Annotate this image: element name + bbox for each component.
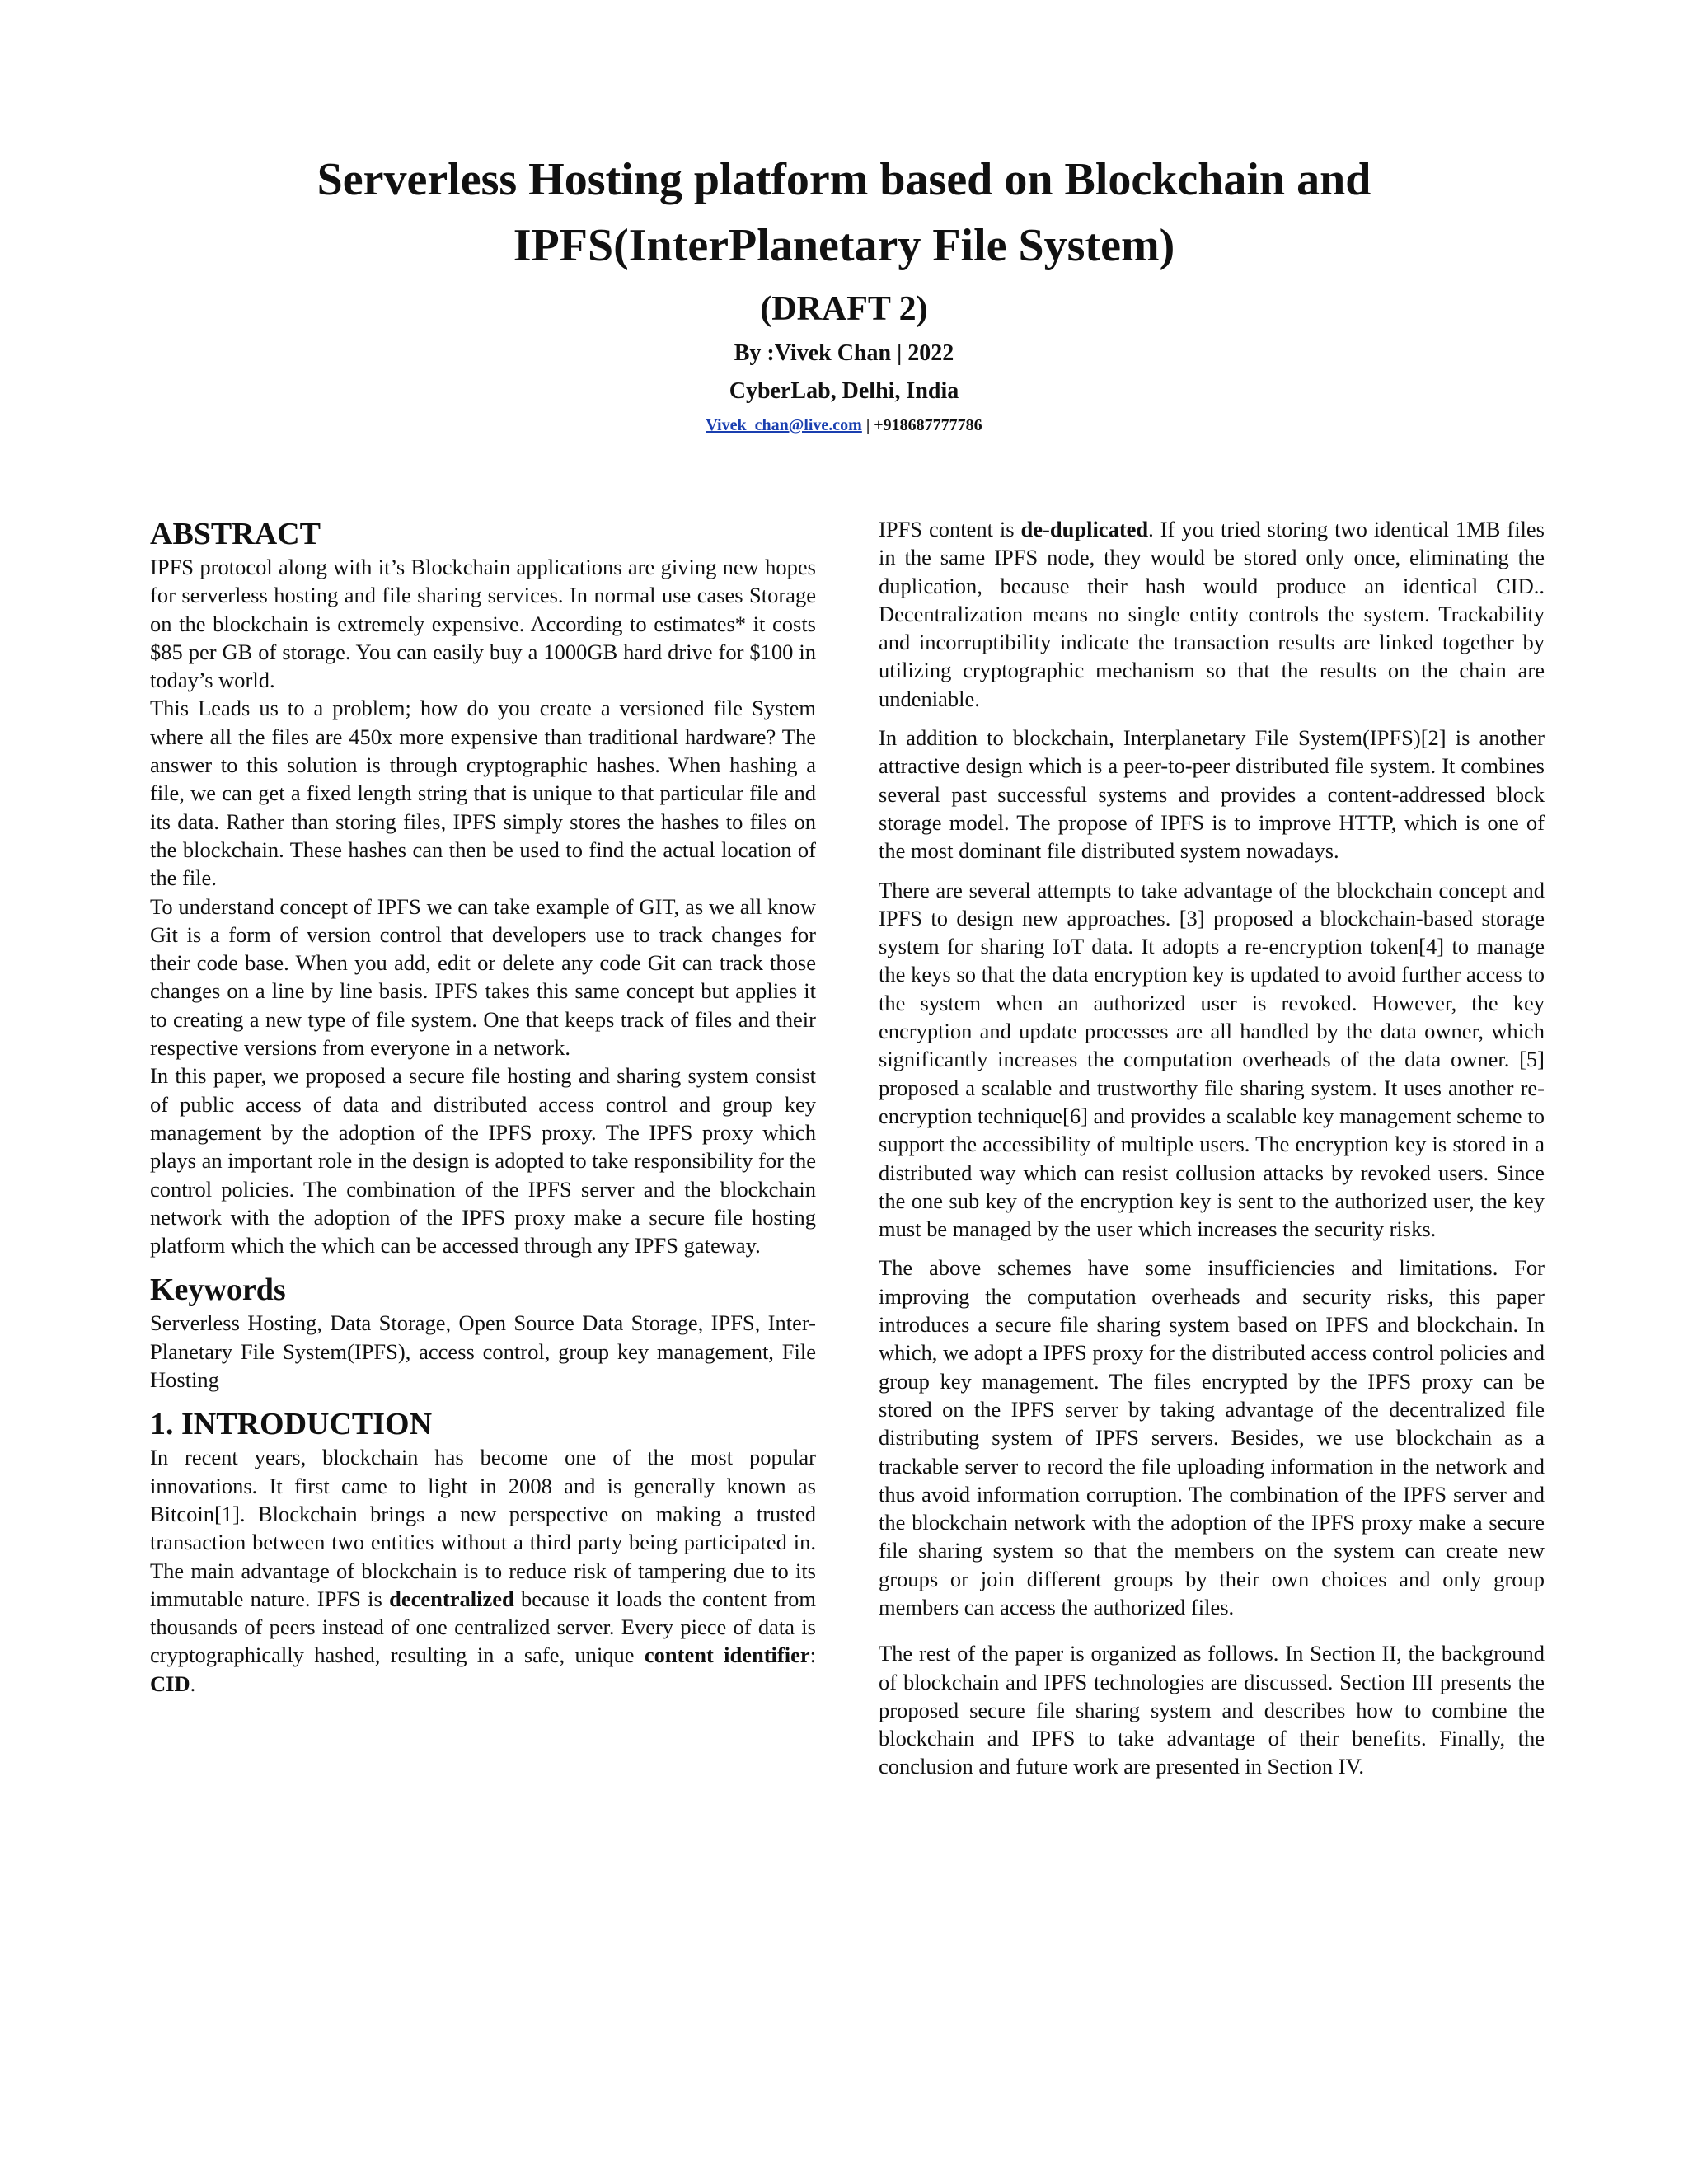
intro-text-g: . [190, 1671, 196, 1696]
author-affiliation: CyberLab, Delhi, India [729, 378, 959, 404]
intro-bold-decentralized: decentralized [389, 1586, 514, 1611]
author-phone: +918687777786 [874, 416, 982, 434]
introduction-heading: 1. INTRODUCTION [150, 1407, 433, 1442]
author-contact [0, 410, 1688, 440]
abstract-heading: ABSTRACT [150, 517, 321, 551]
abstract-paragraph-2: This Leads us to a problem; how do you create a versioned file System where all the files are 450x more expensive than traditional hardware? The answer to this solution is through cryptographic hashes. When hashing a file, we can get a fixed length string that is unique to that particular file and its data. Rather than storing files, IPFS simply stores the hashes to files on the blockchain. These hashes can then be used to find the actual location of the file. [150, 696, 816, 891]
paper-title [0, 147, 1688, 279]
right-p1-bold-deduplicated: de-duplicated [1020, 517, 1149, 541]
keywords-text: Serverless Hosting, Data Storage, Open Source Data Storage, IPFS, Inter-Planetary File System(IPFS), access control, group key management, File Hosting [150, 1310, 816, 1393]
introduction-paragraph-1 [150, 1443, 816, 1698]
title-line-1: Serverless Hosting platform based on Blockchain and [316, 154, 1372, 205]
abstract-paragraph-3: To understand concept of IPFS we can take example of GIT, as we all know Git is a form of version control that developers use to track changes for their code base. When you add, edit or delete any code Git can track those changes on a line by line basis. IPFS takes this same concept but applies it to creating a new type of file system. One that keeps track of files and their respective versions from everyone in a network. [150, 893, 816, 1061]
right-paragraph-1 [879, 515, 1545, 713]
intro-bold-content-identifier: content identifier [644, 1643, 810, 1668]
title-block [0, 147, 1688, 440]
author-byline: By :Vivek Chan | 2022 [734, 340, 954, 366]
intro-text-a: In recent years, blockchain has become one of the most popular innovations. It first came to light in 2008 and is generally known as Bitcoin[1]. Blockchain brings a new perspective on making a trusted transaction between two entities without a third party being participated in. The main advantage of blockchain is to reduce risk of tampering due to its immutable nature. IPFS is [150, 1445, 816, 1611]
title-line-2: IPFS(InterPlanetary File System) [513, 220, 1175, 271]
contact-separator: | [861, 416, 874, 434]
right-column [879, 515, 1545, 1781]
right-paragraph-3: There are several attempts to take advantage of the blockchain concept and IPFS to design new approaches. [3] proposed a blockchain-based storage system for sharing IoT data. It adopts a re-encryption token[4] to manage the keys so that the data encryption key is updated to avoid further access to the system when an authorized user is revoked. However, the key encryption and update processes are all handled by the data owner, which significantly increases the computation overheads of the data owner. [5] proposed a scalable and trustworthy file sharing system. It uses another re-encryption technique[6] and provides a scalable key management scheme to support the accessibility of multiple users. The encryption key is stored in a distributed way which can resist collusion attacks by revoked users. Since the one sub key of the encryption key is sent to the authorized user, the key must be managed by the user which increases the security risks. [879, 877, 1545, 1242]
left-column [150, 515, 816, 1698]
right-paragraph-5: The rest of the paper is organized as follows. In Section II, the background of blockchain and IPFS technologies are discussed. Section III presents the proposed secure file sharing system and describes how to combine the blockchain and IPFS to take advantage of their benefits. Finally, the conclusion and future work are presented in Section IV. [879, 1641, 1545, 1779]
intro-text-c: because it loads the content from thousands of peers instead of one centralized server. Every piece of data is cryptographically hashed, resulting in a safe, unique [150, 1586, 816, 1668]
abstract-paragraph-1: IPFS protocol along with it’s Blockchain applications are giving new hopes for serverless hosting and file sharing services. In normal use cases Storage on the blockchain is extremely expensive. According to estimates* it costs $85 per GB of storage. You can easily buy a 1000GB hard drive for $100 in today’s world. [150, 555, 816, 693]
draft-label: (DRAFT 2) [760, 290, 928, 328]
abstract-paragraph-4: In this paper, we proposed a secure file hosting and sharing system consist of public access of data and distributed access control and group key management by the adoption of the IPFS proxy. The IPFS proxy which plays an important role in the design is adopted to take responsibility for the control policies. The combination of the IPFS server and the blockchain network with the adoption of the IPFS proxy make a secure file hosting platform which the which can be accessed through any IPFS gateway. [150, 1063, 816, 1258]
right-paragraph-2: In addition to blockchain, Interplanetary File System(IPFS)[2] is another attractive design which is a peer-to-peer distributed file system. It combines several past successful systems and provides a content-addressed block storage model. The propose of IPFS is to improve HTTP, which is one of the most dominant file distributed system nowadays. [879, 725, 1545, 864]
keywords-heading: Keywords [150, 1272, 286, 1308]
author-email-link[interactable]: Vivek_chan@live.com [706, 416, 862, 434]
intro-text-e: : [809, 1643, 816, 1668]
intro-bold-cid: CID [150, 1671, 190, 1696]
right-p1-text-c: . If you tried storing two identical 1MB files in the same IPFS node, they would be stored only once, eliminating the duplication, because their hash would produce an identical CID.. Decentralization means no single entity controls the system. Trackability and incorruptibility indicate the transaction results are linked together by utilizing cryptographic mechanism so that the results on the chain are undeniable. [879, 517, 1545, 711]
right-paragraph-4: The above schemes have some insufficiencies and limitations. For improving the computation overheads and security risks, this paper introduces a secure file sharing system based on IPFS and blockchain. In which, we adopt a IPFS proxy for the distributed access control policies and group key management. The files encrypted by the IPFS proxy can be stored on the IPFS server by taking advantage of the decentralized file distributing system of IPFS servers. Besides, we use blockchain as a trackable server to record the file uploading information in the network and thus avoid information corruption. The combination of the IPFS server and the blockchain network with the adoption of the IPFS proxy make a secure file sharing system so that the members on the system can create new groups or join different groups by their own choices and only group members can access the authorized files. [879, 1255, 1545, 1619]
right-p1-text-a: IPFS content is [879, 517, 1021, 541]
